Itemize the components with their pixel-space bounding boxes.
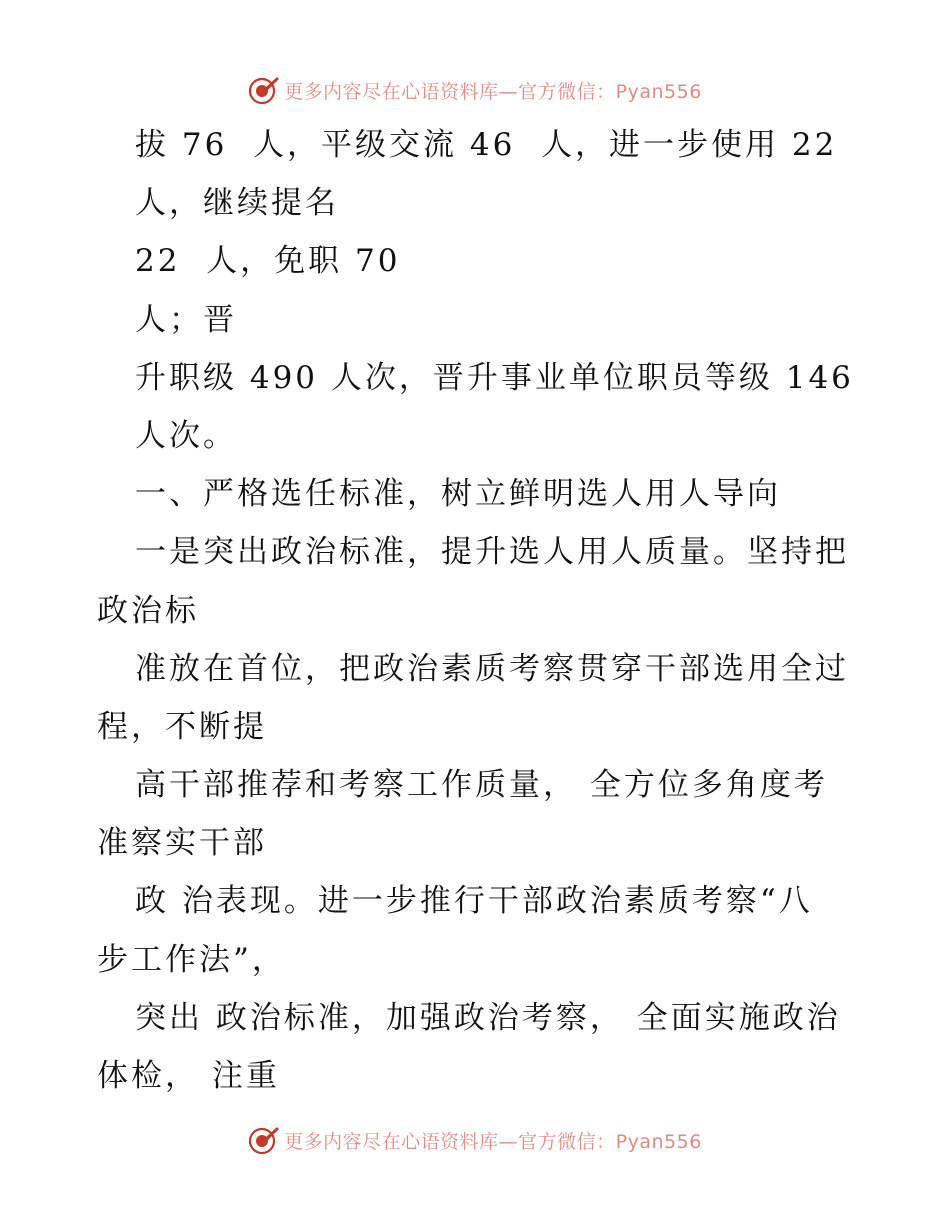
text-line: 人；晋: [135, 301, 237, 338]
text-line: 准察实干部: [97, 825, 267, 862]
text-line: 步工作法”，: [97, 941, 286, 978]
text-line: 体检， 注重: [97, 1058, 280, 1094]
text-line: 一、严格选任标准，树立鲜明选人用人导向: [135, 476, 781, 513]
watermark-text: 更多内容尽在心语资料库—官方微信：Pyan556: [284, 80, 702, 103]
text-line: 高干部推荐和考察工作质量， 全方位多角度考: [135, 767, 828, 804]
pen-logo-icon: [248, 1124, 280, 1156]
text-line: 22 人，免职 70: [135, 243, 401, 280]
text-line: 准放在首位，把政治素质考察贯穿干部选用全过: [135, 650, 849, 687]
text-line: 拔 76 人，平级交流 46 人，进一步使用 22: [135, 127, 838, 163]
text-line: 政治标: [97, 592, 199, 629]
text-line: 一是突出政治标准，提升选人用人质量。坚持把: [135, 534, 849, 571]
watermark-text: 更多内容尽在心语资料库—官方微信：Pyan556: [284, 1130, 702, 1153]
text-line: 程，不断提: [97, 708, 267, 745]
header-watermark: [0, 70, 950, 110]
text-line: 政 治表现。进一步推行干部政治素质考察“八: [135, 883, 813, 920]
footer-watermark: [0, 1120, 950, 1160]
text-line: 升职级 490 人次，晋升事业单位职员等级 146: [135, 359, 854, 396]
pen-logo-icon: [248, 74, 280, 106]
text-line: 人次。: [135, 417, 237, 454]
text-line: 突出 政治标准，加强政治考察， 全面实施政治: [135, 999, 841, 1036]
document-body: [97, 116, 857, 1105]
text-line: 人，继续提名: [135, 185, 339, 222]
